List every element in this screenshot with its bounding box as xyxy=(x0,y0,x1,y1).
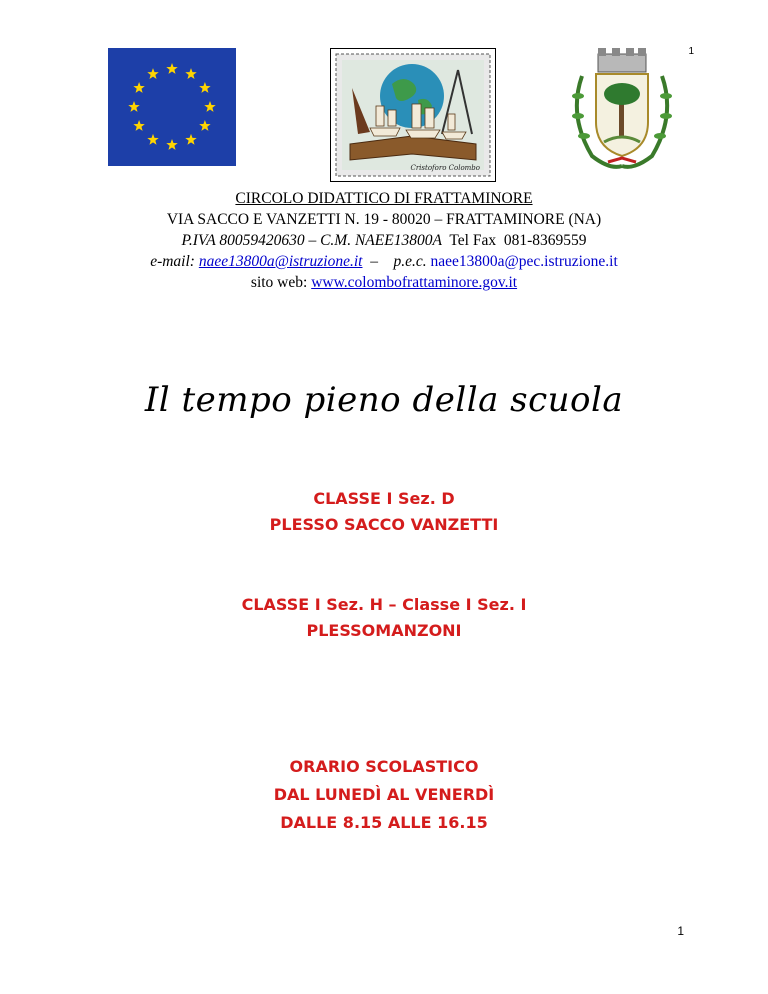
class-h-i-block xyxy=(0,592,768,644)
website-line xyxy=(0,272,768,293)
page-number-top: 1 xyxy=(688,46,694,57)
schedule-block xyxy=(0,753,768,837)
school-logo xyxy=(330,48,496,182)
school-address: VIA SACCO E VANZETTI N. 19 - 80020 – FRATTAMINORE (NA) xyxy=(166,211,602,228)
fiscal-codes: P.IVA 80059420630 – C.M. NAEE13800A xyxy=(181,232,442,249)
website-label: sito web: xyxy=(250,274,308,291)
website-link[interactable]: www.colombofrattaminore.gov.it xyxy=(311,274,518,291)
page-number-bottom: 1 xyxy=(677,924,684,938)
school-header xyxy=(0,188,768,293)
class-h-i-plesso: PLESSOMANZONI xyxy=(306,621,462,640)
class-h-i-label: CLASSE I Sez. H – Classe I Sez. I xyxy=(241,595,527,614)
contact-separator: – xyxy=(362,253,394,270)
schedule-hours: DALLE 8.15 ALLE 16.15 xyxy=(280,813,488,832)
pec-label: p.e.c. xyxy=(393,253,427,270)
school-fiscal-line xyxy=(0,230,768,251)
class-d-label: CLASSE I Sez. D xyxy=(313,489,455,508)
class-d-plesso: PLESSO SACCO VANZETTI xyxy=(269,515,499,534)
tel-fax: Tel Fax 081-8369559 xyxy=(441,232,587,249)
contact-line xyxy=(0,251,768,272)
class-d-block xyxy=(0,486,768,538)
pec-address: naee13800a@pec.istruzione.it xyxy=(430,253,618,270)
email-label: e-mail: xyxy=(150,253,195,270)
eu-flag-logo xyxy=(108,48,236,166)
school-logo-caption: Cristoforo Colombo xyxy=(410,164,480,172)
schedule-title: ORARIO SCOLASTICO xyxy=(289,757,479,776)
school-name: CIRCOLO DIDATTICO DI FRATTAMINORE xyxy=(235,190,533,207)
page-title: Il tempo pieno della scuola xyxy=(144,380,624,420)
schedule-days: DAL LUNEDÌ AL VENERDÌ xyxy=(273,785,495,804)
email-link[interactable]: naee13800a@istruzione.it xyxy=(198,253,363,270)
municipal-crest-logo xyxy=(568,46,676,172)
